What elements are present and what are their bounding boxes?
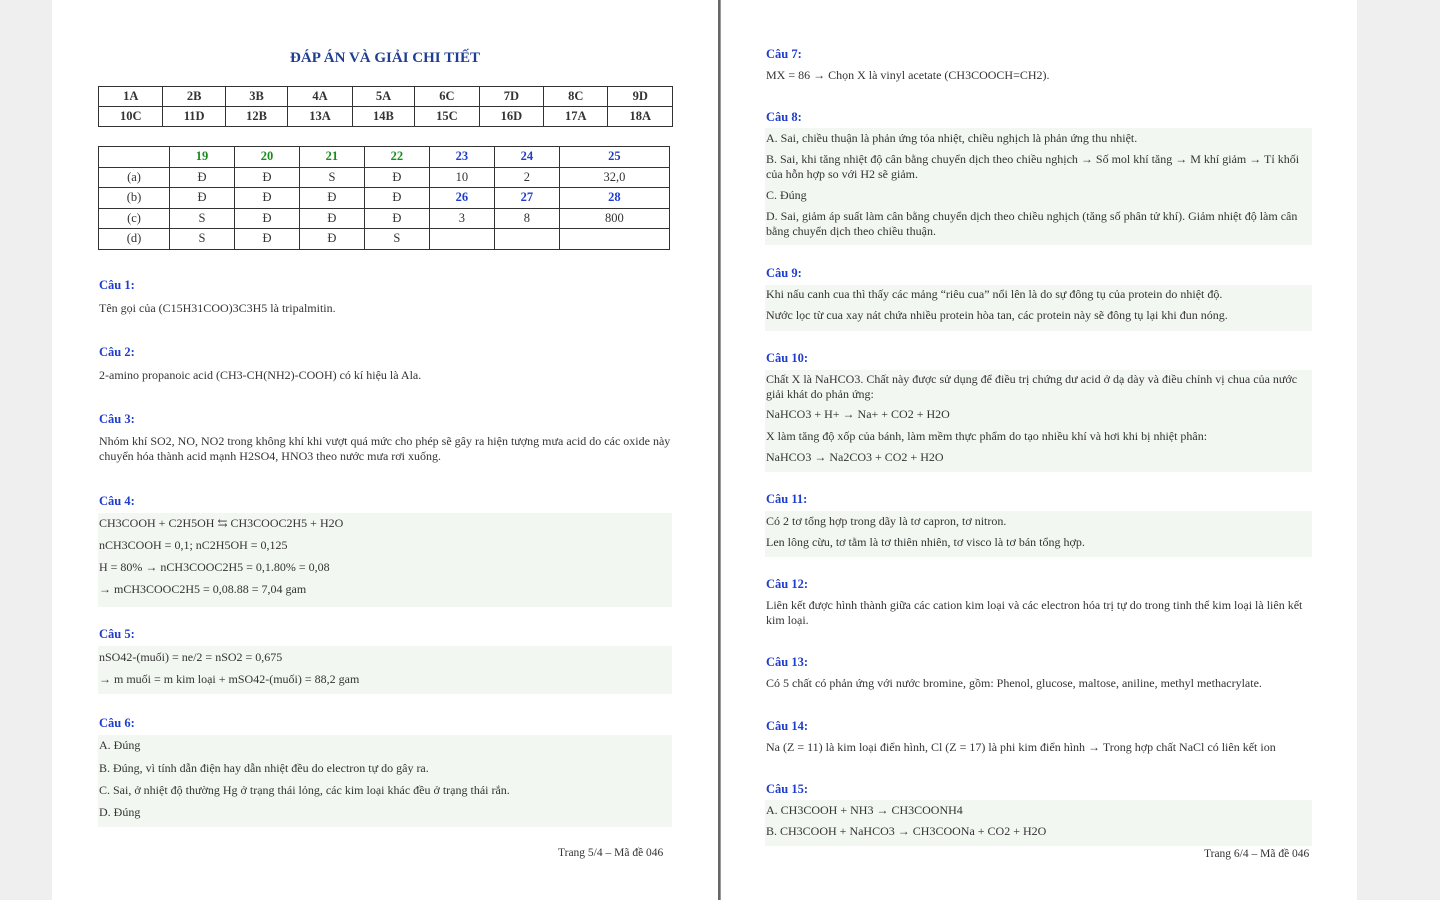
question-9-label: Câu 9:	[766, 266, 802, 280]
question-9-line: Khi nấu canh cua thì thấy các mảng “riêu cua” nổi lên là do sự đông tụ của protein do nhiệt độ.	[766, 287, 1223, 301]
tf-cell: 28	[559, 188, 669, 209]
tf-cell: 3	[429, 208, 494, 229]
tf-cell: Đ	[234, 188, 299, 209]
question-6-label: Câu 6:	[99, 716, 135, 730]
tf-header-cell: 24	[494, 147, 559, 168]
question-3-text: Nhóm khí SO2, NO, NO2 trong không khí khi vượt quá mức cho phép sẽ gây ra hiện tượng mưa acid do các oxide này chuyển hóa thành acid mạnh H2SO4, HNO3 theo nước mưa rơi xuống.	[99, 434, 671, 463]
answer-row	[99, 107, 673, 127]
question-2-text: 2-amino propanoic acid (CH3-CH(NH2)-COOH) có kí hiệu là Ala.	[99, 368, 422, 382]
tf-cell: (c)	[99, 208, 170, 229]
tf-cell	[494, 229, 559, 250]
answer-cell: 2B	[163, 87, 225, 107]
tf-cell: Đ	[170, 188, 235, 209]
question-8-line: D. Sai, giảm áp suất làm cân bằng chuyển dịch theo chiều nghịch (tăng số phân tử khí). Giảm nhiệt độ làm cân bằng chuyển dịch theo chiều thuận.	[766, 209, 1298, 238]
question-4-line: H = 80% → nCH3COOC2H5 = 0,1.80% = 0,08	[99, 560, 330, 574]
tf-cell: S	[299, 167, 364, 188]
question-1-label: Câu 1:	[99, 278, 135, 292]
question-12-label: Câu 12:	[766, 577, 809, 591]
question-3-label: Câu 3:	[99, 412, 135, 426]
tf-cell	[429, 229, 494, 250]
question-2-label: Câu 2:	[99, 345, 135, 359]
question-4-line: CH3COOH + C2H5OH ⇆ CH3COOC2H5 + H2O	[99, 516, 344, 530]
question-15-line: B. CH3COOH + NaHCO3 → CH3COONa + CO2 + H2O	[766, 824, 1047, 838]
question-10-line: NaHCO3 → Na2CO3 + CO2 + H2O	[766, 450, 944, 464]
question-11-line: Có 2 tơ tổng hợp trong dãy là tơ capron, tơ nitron.	[766, 514, 1007, 528]
question-8-line: A. Sai, chiều thuận là phản ứng tỏa nhiệt, chiều nghịch là phản ứng thu nhiệt.	[766, 131, 1138, 145]
answer-cell: 8C	[544, 87, 608, 107]
tf-cell: S	[170, 229, 235, 250]
tf-cell: Đ	[234, 208, 299, 229]
tf-cell: 32,0	[559, 167, 669, 188]
tf-cell: Đ	[364, 188, 429, 209]
tf-cell: Đ	[299, 188, 364, 209]
answer-cell: 9D	[608, 87, 673, 107]
tf-header-cell: 20	[234, 147, 299, 168]
question-8-label: Câu 8:	[766, 110, 802, 124]
document-title: ĐÁP ÁN VÀ GIẢI CHI TIẾT	[290, 50, 480, 66]
answer-key-table	[98, 86, 673, 127]
tf-cell: 27	[494, 188, 559, 209]
answer-cell: 3B	[225, 87, 287, 107]
question-7-label: Câu 7:	[766, 47, 802, 61]
page-5	[52, 0, 718, 900]
answer-cell: 18A	[608, 107, 673, 127]
page-6	[720, 0, 1357, 900]
question-15-line: A. CH3COOH + NH3 → CH3COONH4	[766, 803, 963, 817]
question-9-line: Nước lọc từ cua xay nát chứa nhiều protein hòa tan, các protein này sẽ đông tụ lại khi đun nóng.	[766, 308, 1228, 322]
tf-cell: S	[364, 229, 429, 250]
question-8-line: C. Đúng	[766, 188, 807, 202]
answer-cell: 12B	[225, 107, 287, 127]
answer-cell: 6C	[415, 87, 479, 107]
tf-cell: 800	[559, 208, 669, 229]
question-8-line: B. Sai, khi tăng nhiệt độ cân bằng chuyển dịch theo chiều nghịch → Số mol khí tăng → M khí giảm → Tỉ khối của hỗn hợp so với H2 sẽ giảm.	[766, 152, 1300, 181]
tf-header-cell	[99, 147, 170, 168]
question-12-text: Liên kết được hình thành giữa các cation kim loại và các electron hóa trị tự do trong tinh thể kim loại là liên kết kim loại.	[766, 598, 1303, 627]
tf-cell: (b)	[99, 188, 170, 209]
question-14-label: Câu 14:	[766, 719, 809, 733]
answer-cell: 17A	[544, 107, 608, 127]
question-13-text: Có 5 chất có phản ứng với nước bromine, gồm: Phenol, glucose, maltose, aniline, methyl methacrylate.	[766, 676, 1262, 690]
tf-row	[99, 208, 670, 229]
page-footer: Trang 6/4 – Mã đề 046	[1204, 848, 1310, 860]
question-4-label: Câu 4:	[99, 494, 135, 508]
tf-header-cell: 23	[429, 147, 494, 168]
answer-cell: 10C	[99, 107, 163, 127]
tf-header-cell: 22	[364, 147, 429, 168]
tf-cell	[559, 229, 669, 250]
question-5-line: nSO42-(muối) = ne/2 = nSO2 = 0,675	[99, 650, 283, 664]
question-15-label: Câu 15:	[766, 782, 809, 796]
question-10-label: Câu 10:	[766, 351, 809, 365]
tf-cell: 2	[494, 167, 559, 188]
tf-cell: S	[170, 208, 235, 229]
tf-cell: 8	[494, 208, 559, 229]
question-14-text: Na (Z = 11) là kim loại điển hình, Cl (Z = 17) là phi kim điển hình → Trong hợp chất NaCl có liên kết ion	[766, 740, 1276, 754]
tf-cell: (d)	[99, 229, 170, 250]
tf-cell: Đ	[234, 167, 299, 188]
tf-header-cell: 19	[170, 147, 235, 168]
answer-cell: 5A	[352, 87, 414, 107]
question-7-text: MX = 86 → Chọn X là vinyl acetate (CH3COOCH=CH2).	[766, 68, 1050, 82]
tf-row	[99, 167, 670, 188]
answer-cell: 14B	[352, 107, 414, 127]
question-6-block	[98, 735, 672, 827]
question-10-line: X làm tăng độ xốp của bánh, làm mềm thực phẩm do tạo nhiều khí và hơi khi bị nhiệt phân:	[766, 429, 1208, 443]
question-6-line: B. Đúng, vì tính dẫn điện hay dẫn nhiệt đều do electron tự do gây ra.	[99, 761, 429, 775]
question-6-line: C. Sai, ở nhiệt độ thường Hg ở trạng thái lỏng, các kim loại khác đều ở trạng thái rắn.	[99, 783, 510, 797]
page-footer: Trang 5/4 – Mã đề 046	[558, 847, 664, 859]
answer-cell: 1A	[99, 87, 163, 107]
tf-cell: (a)	[99, 167, 170, 188]
answer-row	[99, 87, 673, 107]
question-10-line: NaHCO3 + H+ → Na+ + CO2 + H2O	[766, 407, 950, 421]
tf-cell: Đ	[364, 167, 429, 188]
question-1-text: Tên gọi của (C15H31COO)3C3H5 là tripalmitin.	[99, 301, 336, 315]
tf-cell: 10	[429, 167, 494, 188]
tf-header-cell: 21	[299, 147, 364, 168]
question-5-line: → m muối = m kim loại + mSO42-(muối) = 88,2 gam	[99, 672, 360, 686]
question-5-label: Câu 5:	[99, 627, 135, 641]
question-4-line: nCH3COOH = 0,1; nC2H5OH = 0,125	[99, 538, 288, 552]
tf-cell: Đ	[234, 229, 299, 250]
question-4-line: → mCH3COOC2H5 = 0,08.88 = 7,04 gam	[99, 582, 307, 596]
tf-cell: Đ	[170, 167, 235, 188]
answer-cell: 11D	[163, 107, 225, 127]
tf-header-cell: 25	[559, 147, 669, 168]
tf-row	[99, 229, 670, 250]
question-13-label: Câu 13:	[766, 655, 809, 669]
question-11-line: Len lông cừu, tơ tằm là tơ thiên nhiên, tơ visco là tơ bán tổng hợp.	[766, 535, 1085, 549]
answer-cell: 15C	[415, 107, 479, 127]
tf-row	[99, 188, 670, 209]
tf-cell: Đ	[364, 208, 429, 229]
answer-cell: 4A	[288, 87, 352, 107]
tf-cell: Đ	[299, 229, 364, 250]
question-6-line: A. Đúng	[99, 738, 141, 752]
tf-cell: 26	[429, 188, 494, 209]
answer-cell: 16D	[479, 107, 543, 127]
answer-cell: 7D	[479, 87, 543, 107]
true-false-table	[98, 146, 670, 250]
tf-cell: Đ	[299, 208, 364, 229]
tf-header-row	[99, 147, 670, 168]
answer-cell: 13A	[288, 107, 352, 127]
question-6-line: D. Đúng	[99, 805, 141, 819]
question-11-label: Câu 11:	[766, 492, 808, 506]
question-10-line: Chất X là NaHCO3. Chất này được sử dụng để điều trị chứng dư acid ở dạ dày và điều chỉnh vị chua của nước giải khát do phản ứng:	[766, 372, 1298, 401]
